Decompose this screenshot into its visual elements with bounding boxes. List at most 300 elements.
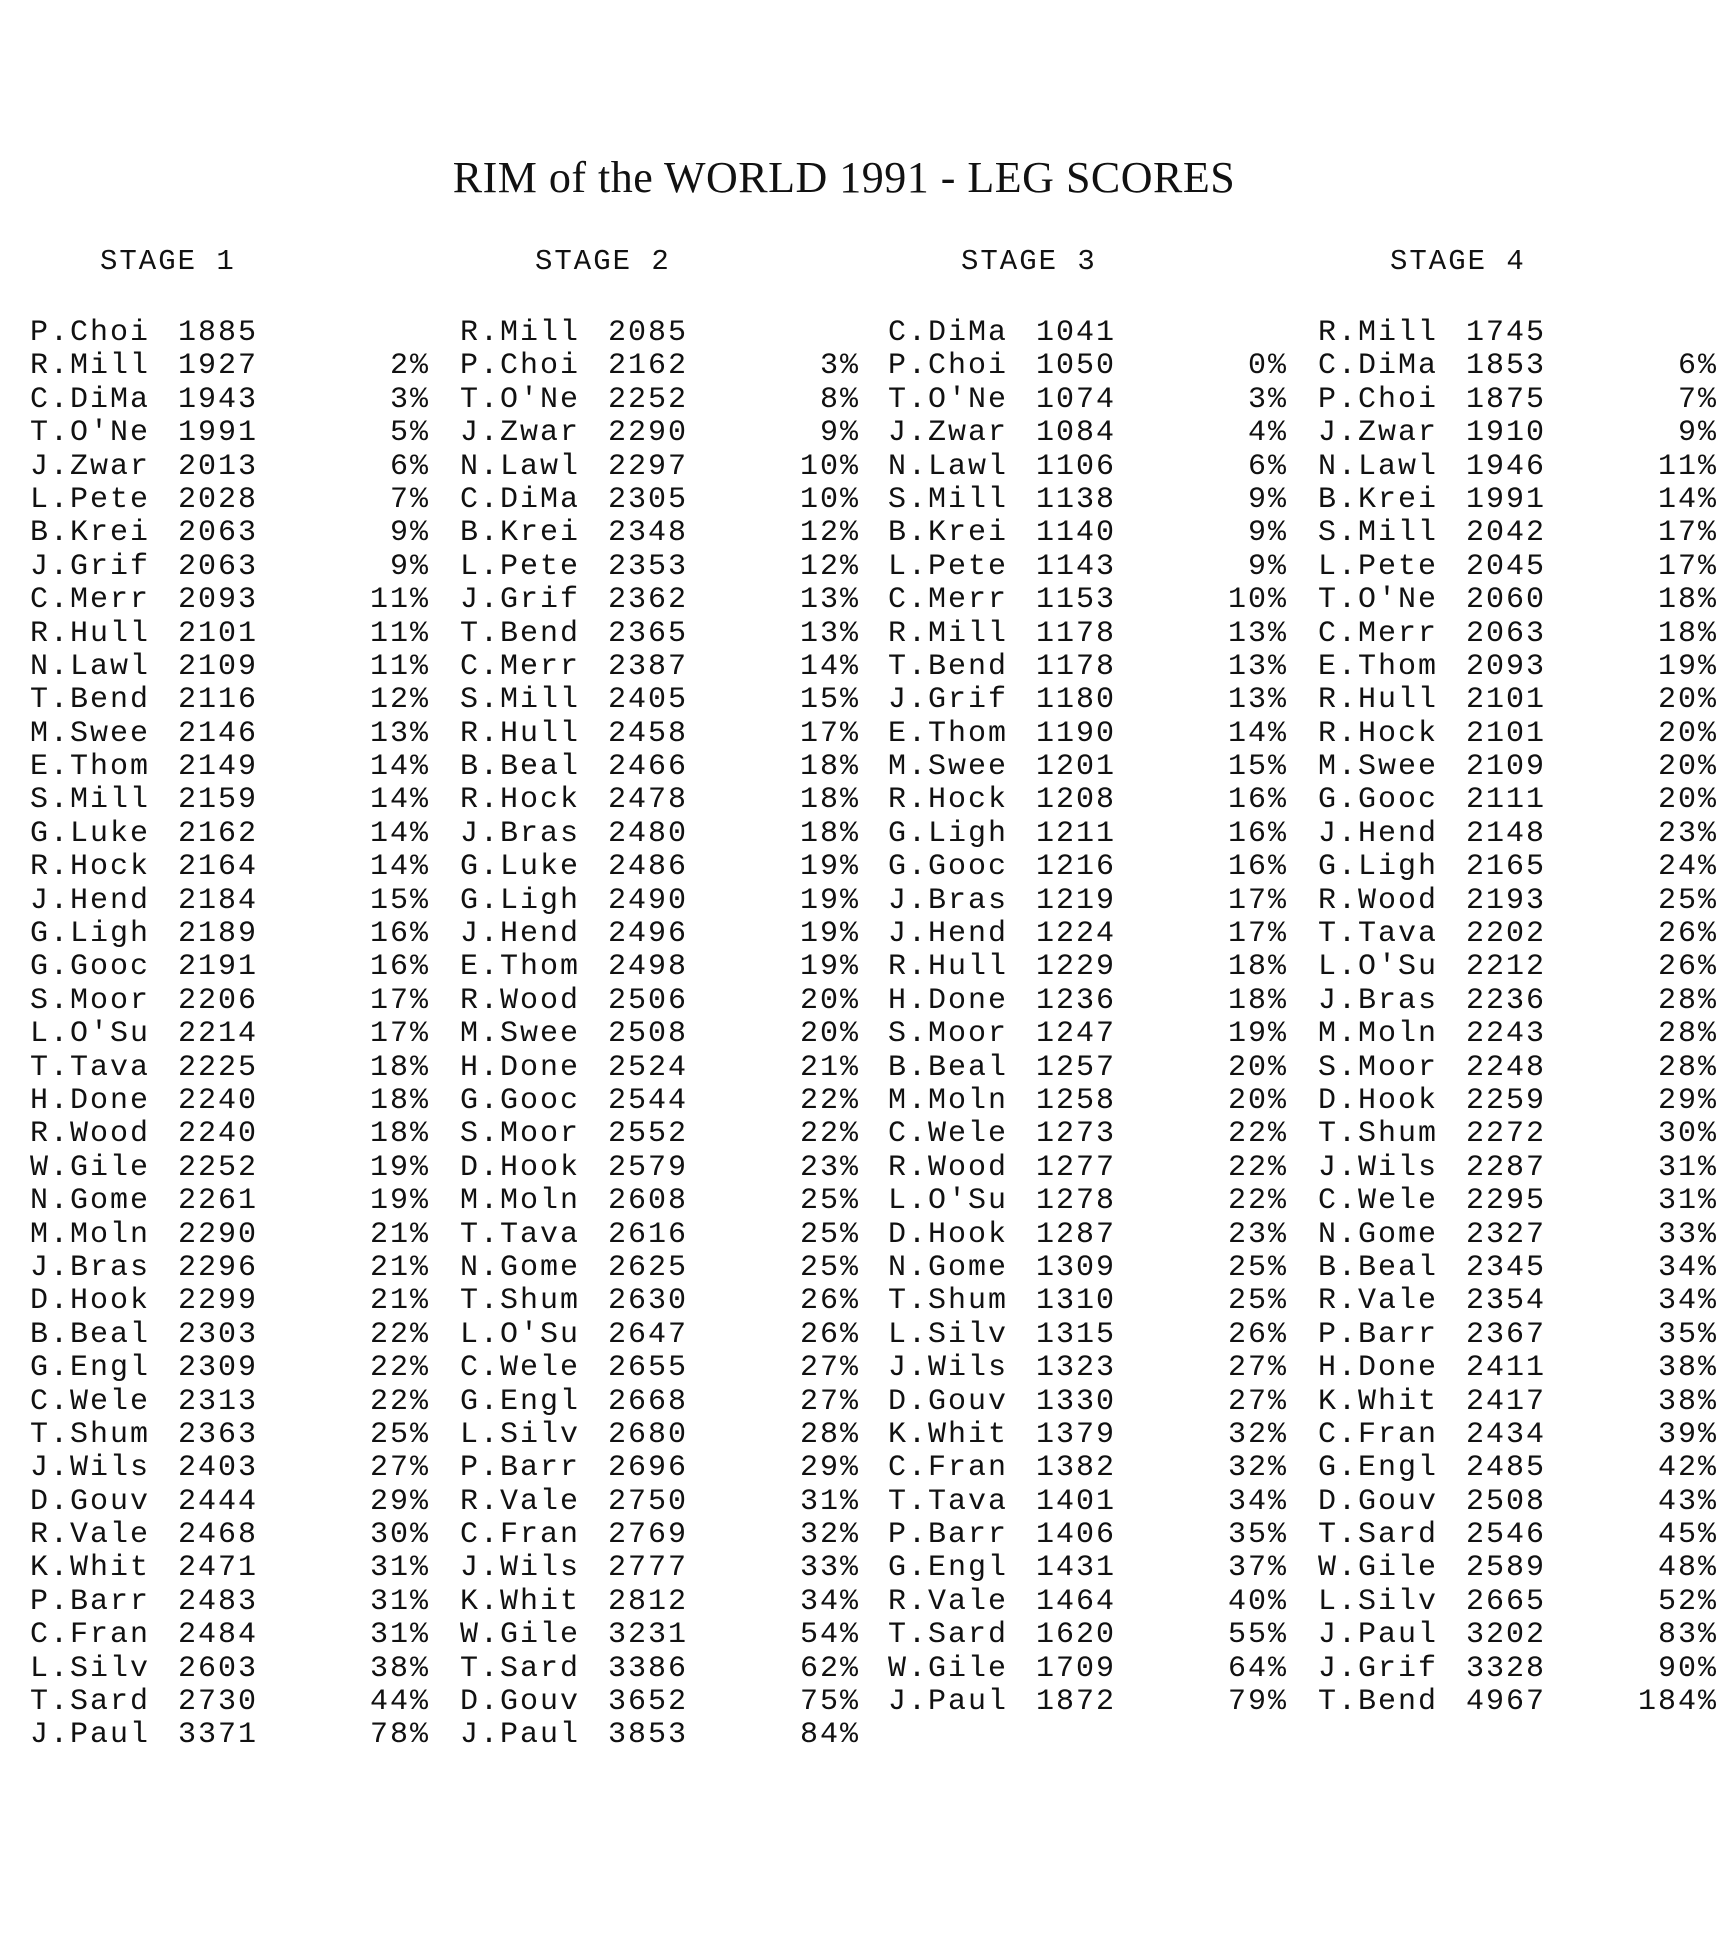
table-row — [460, 951, 860, 984]
percent-behind: 30% — [369, 1518, 430, 1553]
competitor-name: J.Zwar — [888, 416, 1009, 451]
table-row — [1318, 1419, 1718, 1452]
table-row — [30, 1252, 430, 1285]
competitor-name: R.Wood — [888, 1150, 1009, 1185]
percent-behind: 17% — [1657, 549, 1718, 584]
competitor-name: N.Lawl — [460, 449, 581, 484]
competitor-name: T.Shum — [30, 1417, 151, 1452]
table-row — [888, 1052, 1288, 1085]
competitor-name: M.Moln — [460, 1184, 581, 1219]
leg-score: 1853 — [1466, 349, 1547, 384]
percent-behind: 25% — [1227, 1250, 1288, 1285]
table-row — [30, 1319, 430, 1352]
leg-score: 2243 — [1466, 1017, 1547, 1052]
leg-score: 1310 — [1036, 1284, 1117, 1319]
percent-behind: 19% — [369, 1150, 430, 1185]
table-row — [460, 1486, 860, 1519]
percent-behind: 55% — [1227, 1618, 1288, 1653]
competitor-name: G.Engl — [1318, 1451, 1439, 1486]
leg-score: 3328 — [1466, 1651, 1547, 1686]
competitor-name: E.Thom — [888, 716, 1009, 751]
leg-score: 1401 — [1036, 1484, 1117, 1519]
table-row — [30, 1552, 430, 1585]
leg-score: 1382 — [1036, 1451, 1117, 1486]
competitor-name: J.Paul — [460, 1718, 581, 1753]
table-row — [30, 784, 430, 817]
leg-score: 1277 — [1036, 1150, 1117, 1185]
competitor-name: H.Done — [460, 1050, 581, 1085]
competitor-name: W.Gile — [888, 1651, 1009, 1686]
competitor-name: T.Shum — [460, 1284, 581, 1319]
competitor-name: J.Zwar — [460, 416, 581, 451]
table-row — [1318, 451, 1718, 484]
leg-score: 2630 — [608, 1284, 689, 1319]
table-row — [30, 584, 430, 617]
table-row — [1318, 1619, 1718, 1652]
leg-score: 2498 — [608, 950, 689, 985]
leg-score: 2387 — [608, 649, 689, 684]
table-row — [30, 1185, 430, 1218]
table-row — [888, 1452, 1288, 1485]
leg-score: 2616 — [608, 1217, 689, 1252]
percent-behind: 29% — [799, 1451, 860, 1486]
percent-behind: 28% — [1657, 1050, 1718, 1085]
percent-behind: 38% — [1657, 1384, 1718, 1419]
leg-score: 2508 — [1466, 1484, 1547, 1519]
percent-behind: 54% — [799, 1618, 860, 1653]
table-row — [30, 451, 430, 484]
stage-2-header: STAGE 2 — [535, 245, 671, 278]
competitor-name: J.Bras — [460, 816, 581, 851]
leg-score: 2296 — [178, 1250, 259, 1285]
stage-4-list — [1318, 317, 1718, 1719]
table-row — [460, 1285, 860, 1318]
competitor-name: P.Barr — [30, 1584, 151, 1619]
percent-behind: 16% — [369, 950, 430, 985]
competitor-name: M.Moln — [1318, 1017, 1439, 1052]
table-row — [30, 517, 430, 550]
leg-score: 2589 — [1466, 1551, 1547, 1586]
leg-score: 2085 — [608, 316, 689, 350]
competitor-name: P.Barr — [888, 1518, 1009, 1553]
leg-score: 2417 — [1466, 1384, 1547, 1419]
percent-behind: 22% — [799, 1083, 860, 1118]
percent-behind: 21% — [799, 1050, 860, 1085]
leg-score: 2191 — [178, 950, 259, 985]
competitor-name: D.Gouv — [30, 1484, 151, 1519]
competitor-name: B.Krei — [460, 516, 581, 551]
leg-score: 2812 — [608, 1584, 689, 1619]
table-row — [1318, 1052, 1718, 1085]
table-row — [888, 451, 1288, 484]
percent-behind: 39% — [1657, 1417, 1718, 1452]
competitor-name: E.Thom — [460, 950, 581, 985]
table-row — [460, 885, 860, 918]
competitor-name: M.Swee — [460, 1017, 581, 1052]
table-row — [460, 1118, 860, 1151]
percent-behind: 33% — [1657, 1217, 1718, 1252]
competitor-name: C.Fran — [460, 1518, 581, 1553]
percent-behind: 17% — [1227, 917, 1288, 952]
leg-score: 2625 — [608, 1250, 689, 1285]
leg-score: 2313 — [178, 1384, 259, 1419]
table-row — [30, 1452, 430, 1485]
leg-score: 2403 — [178, 1451, 259, 1486]
percent-behind: 23% — [799, 1150, 860, 1185]
table-row — [1318, 1185, 1718, 1218]
table-row — [888, 751, 1288, 784]
table-row — [460, 384, 860, 417]
table-row — [888, 618, 1288, 651]
leg-score: 1287 — [1036, 1217, 1117, 1252]
leg-score: 2367 — [1466, 1317, 1547, 1352]
leg-score: 1050 — [1036, 349, 1117, 384]
table-row — [30, 1486, 430, 1519]
leg-score: 2225 — [178, 1050, 259, 1085]
leg-score: 3386 — [608, 1651, 689, 1686]
table-row — [30, 751, 430, 784]
leg-score: 2202 — [1466, 917, 1547, 952]
leg-score: 2730 — [178, 1685, 259, 1720]
stage-4-header: STAGE 4 — [1390, 245, 1526, 278]
leg-score: 2365 — [608, 616, 689, 651]
table-row — [888, 1118, 1288, 1151]
percent-behind: 26% — [799, 1317, 860, 1352]
table-row — [888, 584, 1288, 617]
leg-score: 1201 — [1036, 750, 1117, 785]
percent-behind: 27% — [369, 1451, 430, 1486]
table-row — [30, 1386, 430, 1419]
table-row — [460, 1552, 860, 1585]
leg-score: 1084 — [1036, 416, 1117, 451]
leg-score: 2093 — [1466, 649, 1547, 684]
leg-score: 1219 — [1036, 883, 1117, 918]
table-row — [460, 1185, 860, 1218]
table-row — [1318, 1653, 1718, 1686]
leg-score: 2524 — [608, 1050, 689, 1085]
table-row — [1318, 1018, 1718, 1051]
competitor-name: N.Gome — [888, 1250, 1009, 1285]
table-row — [1318, 1486, 1718, 1519]
table-row — [460, 1152, 860, 1185]
percent-behind: 25% — [1657, 883, 1718, 918]
table-row — [460, 985, 860, 1018]
percent-behind: 18% — [1657, 583, 1718, 618]
leg-score: 2248 — [1466, 1050, 1547, 1085]
table-row — [30, 1152, 430, 1185]
percent-behind: 34% — [1227, 1484, 1288, 1519]
leg-score: 1875 — [1466, 382, 1547, 417]
percent-behind: 20% — [1657, 783, 1718, 818]
table-row — [1318, 1319, 1718, 1352]
competitor-name: C.Wele — [1318, 1184, 1439, 1219]
percent-behind: 27% — [1227, 1384, 1288, 1419]
leg-score: 2162 — [608, 349, 689, 384]
competitor-name: T.Sard — [1318, 1518, 1439, 1553]
competitor-name: T.O'Ne — [1318, 583, 1439, 618]
table-row — [1318, 1386, 1718, 1419]
competitor-name: L.O'Su — [1318, 950, 1439, 985]
leg-score: 2093 — [178, 583, 259, 618]
competitor-name: W.Gile — [460, 1618, 581, 1653]
percent-behind: 10% — [799, 482, 860, 517]
percent-behind: 29% — [369, 1484, 430, 1519]
leg-score: 1745 — [1466, 316, 1547, 350]
competitor-name: T.Sard — [460, 1651, 581, 1686]
table-row — [1318, 951, 1718, 984]
competitor-name: J.Grif — [30, 549, 151, 584]
leg-score: 2680 — [608, 1417, 689, 1452]
percent-behind: 15% — [1227, 750, 1288, 785]
percent-behind: 38% — [369, 1651, 430, 1686]
competitor-name: P.Barr — [460, 1451, 581, 1486]
percent-behind: 27% — [799, 1384, 860, 1419]
competitor-name: S.Moor — [460, 1117, 581, 1152]
percent-behind: 37% — [1227, 1551, 1288, 1586]
competitor-name: B.Beal — [30, 1317, 151, 1352]
competitor-name: J.Wils — [1318, 1150, 1439, 1185]
table-row — [30, 985, 430, 1018]
percent-behind: 18% — [799, 750, 860, 785]
table-row — [1318, 851, 1718, 884]
stage-3-header: STAGE 3 — [961, 245, 1097, 278]
leg-score: 2647 — [608, 1317, 689, 1352]
percent-behind: 34% — [799, 1584, 860, 1619]
table-row — [460, 417, 860, 450]
percent-behind: 18% — [1227, 983, 1288, 1018]
competitor-name: M.Moln — [888, 1083, 1009, 1118]
percent-behind: 24% — [1657, 850, 1718, 885]
competitor-name: C.Wele — [30, 1384, 151, 1419]
competitor-name: C.DiMa — [888, 316, 1009, 350]
leg-score: 2101 — [1466, 716, 1547, 751]
leg-score: 1991 — [1466, 482, 1547, 517]
percent-behind: 9% — [1247, 516, 1288, 551]
percent-behind: 25% — [799, 1250, 860, 1285]
table-row — [30, 1619, 430, 1652]
competitor-name: R.Hock — [30, 850, 151, 885]
percent-behind: 22% — [1227, 1184, 1288, 1219]
competitor-name: G.Gooc — [888, 850, 1009, 885]
percent-behind: 3% — [1247, 382, 1288, 417]
percent-behind: 18% — [369, 1050, 430, 1085]
leg-score: 2013 — [178, 449, 259, 484]
percent-behind: 18% — [369, 1083, 430, 1118]
percent-behind: 21% — [369, 1250, 430, 1285]
percent-behind: 13% — [1227, 683, 1288, 718]
leg-score: 1330 — [1036, 1384, 1117, 1419]
leg-score: 1153 — [1036, 583, 1117, 618]
table-row — [888, 350, 1288, 383]
competitor-name: J.Grif — [1318, 1651, 1439, 1686]
table-row — [30, 1018, 430, 1051]
table-row — [1318, 350, 1718, 383]
table-row — [460, 1519, 860, 1552]
leg-score: 2212 — [1466, 950, 1547, 985]
competitor-name: T.Sard — [30, 1685, 151, 1720]
leg-score: 1074 — [1036, 382, 1117, 417]
leg-score: 3202 — [1466, 1618, 1547, 1653]
table-row — [30, 718, 430, 751]
leg-score: 2508 — [608, 1017, 689, 1052]
competitor-name: L.O'Su — [888, 1184, 1009, 1219]
percent-behind: 14% — [369, 783, 430, 818]
competitor-name: R.Vale — [888, 1584, 1009, 1619]
leg-score: 2189 — [178, 917, 259, 952]
leg-score: 2148 — [1466, 816, 1547, 851]
table-row — [30, 1085, 430, 1118]
competitor-name: J.Paul — [1318, 1618, 1439, 1653]
table-row — [460, 484, 860, 517]
table-row — [460, 1686, 860, 1719]
competitor-name: T.Sard — [888, 1618, 1009, 1653]
table-row — [30, 1419, 430, 1452]
leg-score: 2405 — [608, 683, 689, 718]
competitor-name: D.Gouv — [1318, 1484, 1439, 1519]
competitor-name: J.Wils — [888, 1351, 1009, 1386]
competitor-name: T.O'Ne — [888, 382, 1009, 417]
table-row — [30, 684, 430, 717]
percent-behind: 19% — [799, 917, 860, 952]
competitor-name: T.Bend — [460, 616, 581, 651]
competitor-name: M.Swee — [30, 716, 151, 751]
table-row — [1318, 551, 1718, 584]
table-row — [30, 1285, 430, 1318]
table-row — [1318, 484, 1718, 517]
percent-behind: 34% — [1657, 1284, 1718, 1319]
percent-behind: 45% — [1657, 1518, 1718, 1553]
percent-behind: 35% — [1657, 1317, 1718, 1352]
leg-score: 2484 — [178, 1618, 259, 1653]
leg-score: 2363 — [178, 1417, 259, 1452]
table-row — [30, 1519, 430, 1552]
competitor-name: G.Engl — [30, 1351, 151, 1386]
percent-behind: 19% — [1657, 649, 1718, 684]
leg-score: 1211 — [1036, 816, 1117, 851]
table-row — [460, 517, 860, 550]
leg-score: 1257 — [1036, 1050, 1117, 1085]
competitor-name: S.Mill — [30, 783, 151, 818]
table-row — [888, 384, 1288, 417]
table-row — [888, 484, 1288, 517]
competitor-name: L.Pete — [30, 482, 151, 517]
percent-behind: 31% — [1657, 1184, 1718, 1219]
leg-score: 2149 — [178, 750, 259, 785]
table-row — [1318, 1586, 1718, 1619]
percent-behind: 26% — [1657, 917, 1718, 952]
table-row — [1318, 584, 1718, 617]
competitor-name: G.Ligh — [1318, 850, 1439, 885]
leg-score: 2063 — [178, 549, 259, 584]
competitor-name: J.Zwar — [30, 449, 151, 484]
table-row — [1318, 651, 1718, 684]
leg-score: 2777 — [608, 1551, 689, 1586]
percent-behind: 19% — [799, 950, 860, 985]
leg-score: 2299 — [178, 1284, 259, 1319]
leg-score: 1140 — [1036, 516, 1117, 551]
competitor-name: L.Silv — [888, 1317, 1009, 1352]
competitor-name: N.Lawl — [888, 449, 1009, 484]
leg-score: 2272 — [1466, 1117, 1547, 1152]
table-row — [888, 417, 1288, 450]
competitor-name: G.Engl — [460, 1384, 581, 1419]
leg-score: 2206 — [178, 983, 259, 1018]
table-row — [460, 751, 860, 784]
percent-behind: 16% — [1227, 816, 1288, 851]
percent-behind: 27% — [799, 1351, 860, 1386]
table-row — [1318, 1252, 1718, 1285]
competitor-name: R.Mill — [460, 316, 581, 350]
table-row — [460, 1386, 860, 1419]
leg-score: 2303 — [178, 1317, 259, 1352]
table-row — [460, 350, 860, 383]
percent-behind: 23% — [1227, 1217, 1288, 1252]
competitor-name: J.Hend — [1318, 816, 1439, 851]
leg-score: 2063 — [178, 516, 259, 551]
table-row — [30, 851, 430, 884]
table-row — [30, 818, 430, 851]
leg-score: 1315 — [1036, 1317, 1117, 1352]
percent-behind: 3% — [819, 349, 860, 384]
competitor-name: G.Ligh — [460, 883, 581, 918]
competitor-name: H.Done — [1318, 1351, 1439, 1386]
leg-score: 2362 — [608, 583, 689, 618]
percent-behind: 17% — [1227, 883, 1288, 918]
leg-score: 1309 — [1036, 1250, 1117, 1285]
table-row — [1318, 1118, 1718, 1151]
leg-score: 1178 — [1036, 649, 1117, 684]
competitor-name: R.Hock — [888, 783, 1009, 818]
percent-behind: 10% — [1227, 583, 1288, 618]
table-row — [888, 1352, 1288, 1385]
table-row — [1318, 417, 1718, 450]
percent-behind: 2% — [389, 349, 430, 384]
competitor-name: R.Mill — [1318, 316, 1439, 350]
percent-behind: 19% — [799, 850, 860, 885]
leg-score: 1229 — [1036, 950, 1117, 985]
percent-behind: 19% — [369, 1184, 430, 1219]
competitor-name: J.Paul — [888, 1685, 1009, 1720]
percent-behind: 48% — [1657, 1551, 1718, 1586]
competitor-name: M.Swee — [1318, 750, 1439, 785]
competitor-name: E.Thom — [30, 750, 151, 785]
page-title: RIM of the WORLD 1991 - LEG SCORES — [452, 153, 1236, 202]
percent-behind: 13% — [369, 716, 430, 751]
percent-behind: 9% — [1247, 549, 1288, 584]
percent-behind: 12% — [799, 516, 860, 551]
leg-score: 2608 — [608, 1184, 689, 1219]
competitor-name: B.Beal — [460, 750, 581, 785]
competitor-name: K.Whit — [1318, 1384, 1439, 1419]
leg-score: 2146 — [178, 716, 259, 751]
competitor-name: T.O'Ne — [460, 382, 581, 417]
leg-score: 2159 — [178, 783, 259, 818]
table-row — [888, 1686, 1288, 1719]
leg-score: 2164 — [178, 850, 259, 885]
percent-behind: 20% — [1657, 716, 1718, 751]
competitor-name: S.Moor — [1318, 1050, 1439, 1085]
percent-behind: 20% — [799, 983, 860, 1018]
competitor-name: R.Hull — [1318, 683, 1439, 718]
competitor-name: K.Whit — [888, 1417, 1009, 1452]
leg-score: 2240 — [178, 1083, 259, 1118]
competitor-name: D.Gouv — [460, 1685, 581, 1720]
percent-behind: 25% — [1227, 1284, 1288, 1319]
leg-score: 2486 — [608, 850, 689, 885]
table-row — [30, 1586, 430, 1619]
percent-behind: 17% — [1657, 516, 1718, 551]
competitor-name: G.Ligh — [888, 816, 1009, 851]
